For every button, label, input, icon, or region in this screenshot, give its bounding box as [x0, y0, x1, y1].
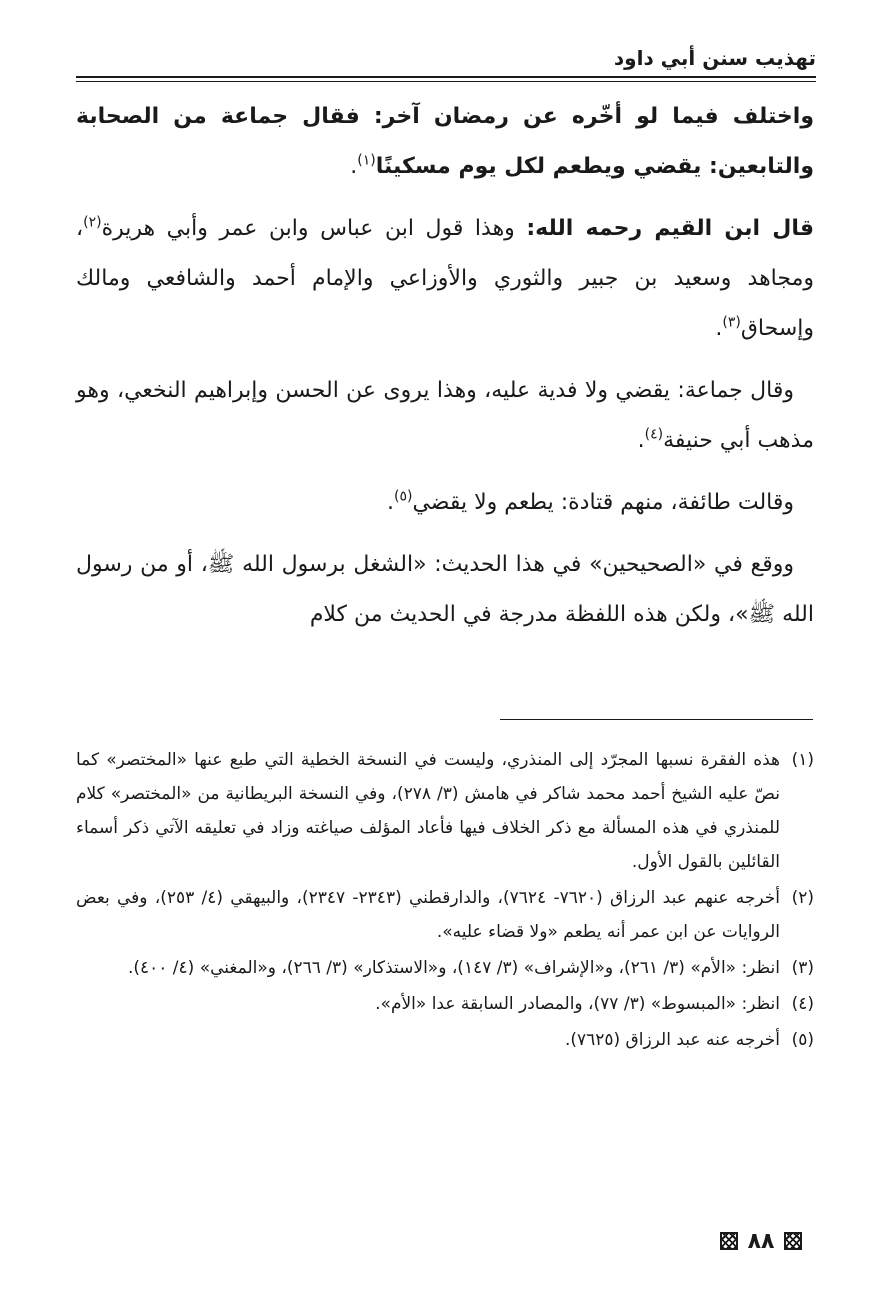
square-ornament-icon: [720, 1232, 738, 1250]
footnotes: [76, 743, 814, 1059]
footnote-ref-2[interactable]: (٢): [83, 214, 102, 231]
speaker-lead: قال ابن القيم رحمه الله:: [526, 216, 814, 241]
paragraph-1: واختلف فيما لو أخّره عن رمضان آخر: فقال جماعة من الصحابة والتابعين: يقضي ويطعم لكل يوم مسكينًا$^{(١)}$.: [76, 104, 814, 179]
footnote-number: (٤): [791, 994, 814, 1014]
paragraph-5: ووقع في «الصحيحين» في هذا الحديث: «الشغل برسول الله ﷺ، أو من رسول الله ﷺ»، ولكن هذه اللفظة مدرجة في الحديث من كلام: [76, 552, 814, 627]
footnote-item: [76, 987, 814, 1021]
running-header: [76, 38, 816, 78]
footnote-text: أخرجه عنه عبد الرزاق (٧٦٢٥).: [564, 1030, 780, 1050]
footnote-item: [76, 881, 814, 949]
footnote-text: أخرجه عنهم عبد الرزاق (٧٦٢٠- ٧٦٢٤)، والدارقطني (٢٣٤٣- ٢٣٤٧)، والبيهقي (٤/ ٢٥٣)، وفي بعض الروايات عن ابن عمر أنه يطعم «ولا قضاء عليه».: [76, 888, 780, 942]
footnote-divider: [500, 719, 813, 720]
footnote-ref-3[interactable]: (٣): [722, 314, 741, 331]
main-text: [76, 92, 814, 652]
footnote-text: انظر: «المبسوط» (٣/ ٧٧)، والمصادر السابقة عدا «الأم».: [375, 994, 780, 1014]
footnote-number: (٥): [791, 1030, 814, 1050]
footnote-number: (٣): [791, 958, 814, 978]
paragraph-3: وقال جماعة: يقضي ولا فدية عليه، وهذا يروى عن الحسن وإبراهيم النخعي، وهو مذهب أبي حنيفة$^{(٤)}$.: [76, 378, 814, 453]
footnote-ref-5[interactable]: (٥): [394, 488, 413, 505]
footnote-text: هذه الفقرة نسبها المجرّد إلى المنذري، وليست في النسخة الخطية التي طبع عنها «المختصر» كما نصّ عليه الشيخ أحمد محمد شاكر في هامش (٣/ ٢٧٨)، وفي النسخة البريطانية من «المختصر» كلام للمنذري في هذه المسألة مع ذكر الخلاف فيها فأعاد المؤلف صياغته وزاد في تعليقه الآتي ذكر أسماء القائلين بالقول الأول.: [76, 750, 780, 872]
paragraph-2: قال ابن القيم رحمه الله: وهذا قول ابن عباس وابن عمر وأبي هريرة$^{(٢)}$، ومجاهد وسعيد بن جبير والثوري والأوزاعي والإمام أحمد والشافعي ومالك وإسحاق$^{(٣)}$.: [76, 214, 814, 341]
footnote-text: انظر: «الأم» (٣/ ٢٦١)، و«الإشراف» (٣/ ١٤٧)، و«الاستذكار» (٣/ ٢٦٦)، و«المغني» (٤/ ٤٠٠).: [127, 958, 780, 978]
footnote-number: (١): [791, 750, 814, 770]
running-title: تهذيب سنن أبي داود: [613, 46, 816, 70]
square-ornament-icon: [784, 1232, 802, 1250]
page-number: ٨٨: [747, 1228, 775, 1254]
footnote-item: [76, 951, 814, 985]
footnote-item: [76, 743, 814, 879]
page-footer: [706, 1226, 816, 1256]
footnote-item: [76, 1023, 814, 1057]
footnote-ref-4[interactable]: (٤): [644, 426, 664, 443]
footnote-ref-1[interactable]: (١): [357, 152, 376, 169]
footnote-number: (٢): [791, 888, 814, 908]
paragraph-4: وقالت طائفة، منهم قتادة: يطعم ولا يقضي$^{(٥)}$.: [387, 488, 794, 515]
